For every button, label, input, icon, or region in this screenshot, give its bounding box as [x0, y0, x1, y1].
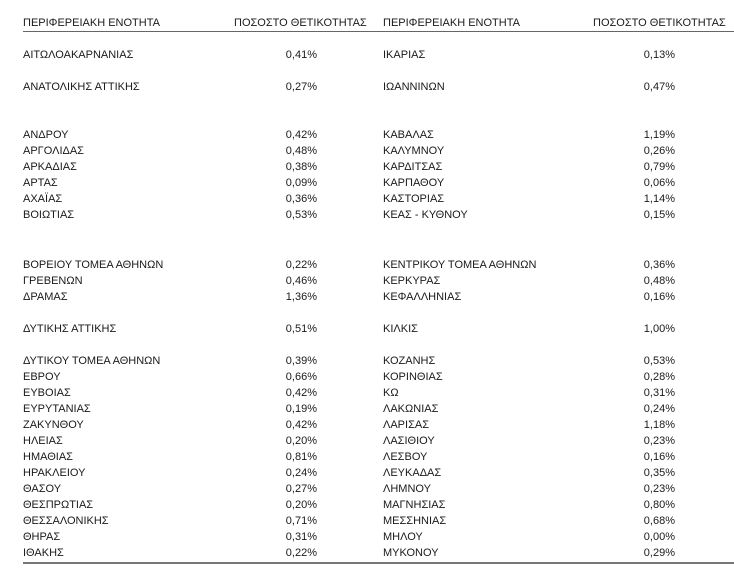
table-row	[23, 257, 353, 273]
table-row	[23, 449, 353, 465]
table-row	[383, 175, 713, 191]
positivity-rate: 0,00%	[643, 531, 675, 543]
table-row	[23, 433, 353, 449]
positivity-rate: 0,48%	[643, 275, 675, 287]
positivity-rate: 0,42%	[285, 129, 317, 141]
table-row	[383, 127, 713, 143]
table-row	[23, 513, 353, 529]
positivity-rate: 0,46%	[285, 275, 317, 287]
region-name: ΙΩΑΝΝΙΝΩΝ	[383, 81, 445, 93]
table-bottom-border	[23, 562, 734, 564]
region-name: ΑΡΤΑΣ	[23, 177, 58, 189]
region-name: ΛΑΚΩΝΙΑΣ	[383, 403, 439, 415]
table-row	[23, 289, 353, 305]
region-name: ΑΡΓΟΛΙΔΑΣ	[23, 145, 84, 157]
table-row	[383, 353, 713, 369]
table-row	[23, 353, 353, 369]
positivity-rate: 0,31%	[285, 531, 317, 543]
positivity-rate: 1,36%	[285, 291, 317, 303]
table-row	[23, 127, 353, 143]
table-row	[383, 159, 713, 175]
region-name: ΚΟΖΑΝΗΣ	[383, 355, 436, 367]
positivity-rate: 1,18%	[643, 419, 675, 431]
table-row	[383, 417, 713, 433]
positivity-rate: 0,22%	[285, 259, 317, 271]
region-name: ΚΑΡΔΙΤΣΑΣ	[383, 161, 443, 173]
positivity-rate: 0,48%	[285, 145, 317, 157]
table-row	[23, 529, 353, 545]
region-name: ΑΧΑΪΑΣ	[23, 193, 63, 205]
positivity-rate: 0,47%	[643, 81, 675, 93]
table-row	[383, 79, 713, 95]
positivity-rate: 0,20%	[285, 435, 317, 447]
table-row	[23, 159, 353, 175]
positivity-rate: 1,00%	[643, 323, 675, 335]
table-row	[383, 401, 713, 417]
region-name: ΜΕΣΣΗΝΙΑΣ	[383, 515, 447, 527]
region-name: ΔΡΑΜΑΣ	[23, 291, 68, 303]
region-name: ΛΕΥΚΑΔΑΣ	[383, 467, 442, 479]
positivity-rate: 0,36%	[285, 193, 317, 205]
positivity-rate: 0,39%	[285, 355, 317, 367]
positivity-rate: 0,28%	[643, 371, 675, 383]
header-divider	[23, 31, 734, 32]
positivity-rate: 0,42%	[285, 419, 317, 431]
positivity-rate: 0,16%	[643, 291, 675, 303]
positivity-rate: 0,16%	[643, 451, 675, 463]
region-name: ΚΑΒΑΛΑΣ	[383, 129, 434, 141]
region-name: ΔΥΤΙΚΟΥ ΤΟΜΕΑ ΑΘΗΝΩΝ	[23, 355, 161, 367]
positivity-rate: 0,23%	[643, 483, 675, 495]
positivity-rate: 0,24%	[643, 403, 675, 415]
table-row	[383, 289, 713, 305]
positivity-rate: 1,14%	[643, 193, 675, 205]
positivity-rate: 0,35%	[643, 467, 675, 479]
table-row	[383, 321, 713, 337]
table-row	[23, 385, 353, 401]
region-name: ΓΡΕΒΕΝΩΝ	[23, 275, 83, 287]
region-name: ΒΟΡΕΙΟΥ ΤΟΜΕΑ ΑΘΗΝΩΝ	[23, 259, 164, 271]
positivity-rate: 0,80%	[643, 499, 675, 511]
positivity-rate: 0,66%	[285, 371, 317, 383]
table-row	[383, 481, 713, 497]
table-row	[23, 497, 353, 513]
table-row	[383, 369, 713, 385]
table-row	[383, 497, 713, 513]
table-row	[383, 513, 713, 529]
region-name: ΑΝΔΡΟΥ	[23, 129, 69, 141]
positivity-rate: 0,23%	[643, 435, 675, 447]
positivity-rate: 0,24%	[285, 467, 317, 479]
table-row	[383, 465, 713, 481]
region-name: ΜΗΛΟΥ	[383, 531, 423, 543]
region-name: ΚΕΑΣ - ΚΥΘΝΟΥ	[383, 209, 468, 221]
table-row	[23, 545, 353, 561]
table-row	[383, 273, 713, 289]
region-name: ΒΟΙΩΤΙΑΣ	[23, 209, 75, 221]
region-name: ΚΕΡΚΥΡΑΣ	[383, 275, 441, 287]
region-name: ΛΑΡΙΣΑΣ	[383, 419, 430, 431]
positivity-rate: 0,68%	[643, 515, 675, 527]
region-name: ΛΗΜΝΟΥ	[383, 483, 431, 495]
positivity-rate: 0,38%	[285, 161, 317, 173]
region-name: ΚΑΣΤΟΡΙΑΣ	[383, 193, 445, 205]
positivity-rate: 0,06%	[643, 177, 675, 189]
region-name: ΕΒΡΟΥ	[23, 371, 61, 383]
region-name: ΚΕΝΤΡΙΚΟΥ ΤΟΜΕΑ ΑΘΗΝΩΝ	[383, 259, 537, 271]
positivity-rate: 0,31%	[643, 387, 675, 399]
region-name: ΚΟΡΙΝΘΙΑΣ	[383, 371, 443, 383]
region-name: ΙΚΑΡΙΑΣ	[383, 49, 426, 61]
table-row	[383, 545, 713, 561]
region-name: ΗΡΑΚΛΕΙΟΥ	[23, 467, 86, 479]
table-row	[383, 207, 713, 223]
region-name: ΕΥΒΟΙΑΣ	[23, 387, 71, 399]
table-row	[23, 191, 353, 207]
region-name: ΑΙΤΩΛΟΑΚΑΡΝΑΝΙΑΣ	[23, 49, 134, 61]
table-row	[383, 433, 713, 449]
positivity-rate: 0,09%	[285, 177, 317, 189]
table-row	[383, 143, 713, 159]
region-name: ΗΜΑΘΙΑΣ	[23, 451, 73, 463]
positivity-rate: 0,53%	[643, 355, 675, 367]
table-row	[23, 417, 353, 433]
region-name: ΑΝΑΤΟΛΙΚΗΣ ΑΤΤΙΚΗΣ	[23, 81, 140, 93]
positivity-rate: 0,42%	[285, 387, 317, 399]
table-row	[23, 321, 353, 337]
positivity-rate: 0,26%	[643, 145, 675, 157]
table-row	[383, 257, 713, 273]
region-name: ΚΩ	[383, 387, 399, 399]
region-name: ΚΕΦΑΛΛΗΝΙΑΣ	[383, 291, 462, 303]
header-value-right: ΠΟΣΟΣΤΟ ΘΕΤΙΚΟΤΗΤΑΣ	[593, 17, 726, 29]
positivity-rate: 0,27%	[285, 81, 317, 93]
region-name: ΗΛΕΙΑΣ	[23, 435, 63, 447]
positivity-rate: 0,51%	[285, 323, 317, 335]
positivity-rate: 0,79%	[643, 161, 675, 173]
table-row	[383, 449, 713, 465]
table-row	[23, 175, 353, 191]
positivity-rate: 0,13%	[643, 49, 675, 61]
positivity-rate: 0,41%	[285, 49, 317, 61]
table-row	[23, 143, 353, 159]
positivity-rate: 0,22%	[285, 547, 317, 559]
header-region-right: ΠΕΡΙΦΕΡΕΙΑΚΗ ΕΝΟΤΗΤΑ	[383, 17, 520, 29]
region-name: ΙΘΑΚΗΣ	[23, 547, 64, 559]
table-row	[23, 207, 353, 223]
table-row	[23, 369, 353, 385]
positivity-rate: 0,71%	[285, 515, 317, 527]
table-row	[23, 273, 353, 289]
table-row	[23, 465, 353, 481]
positivity-rate: 0,20%	[285, 499, 317, 511]
positivity-rate: 0,81%	[285, 451, 317, 463]
region-name: ΘΕΣΠΡΩΤΙΑΣ	[23, 499, 94, 511]
region-name: ΛΕΣΒΟΥ	[383, 451, 428, 463]
positivity-rate: 0,15%	[643, 209, 675, 221]
table-row	[23, 401, 353, 417]
positivity-rate: 0,29%	[643, 547, 675, 559]
positivity-rate: 0,27%	[285, 483, 317, 495]
region-name: ΕΥΡΥΤΑΝΙΑΣ	[23, 403, 91, 415]
region-name: ΚΑΡΠΑΘΟΥ	[383, 177, 445, 189]
header-region-left: ΠΕΡΙΦΕΡΕΙΑΚΗ ΕΝΟΤΗΤΑ	[23, 17, 160, 29]
region-name: ΚΑΛΥΜΝΟΥ	[383, 145, 445, 157]
region-name: ΜΥΚΟΝΟΥ	[383, 547, 439, 559]
region-name: ΘΗΡΑΣ	[23, 531, 61, 543]
region-name: ΜΑΓΝΗΣΙΑΣ	[383, 499, 446, 511]
region-name: ΖΑΚΥΝΘΟΥ	[23, 419, 84, 431]
region-name: ΘΕΣΣΑΛΟΝΙΚΗΣ	[23, 515, 109, 527]
table-row	[383, 191, 713, 207]
region-name: ΘΑΣΟΥ	[23, 483, 62, 495]
table-row	[383, 47, 713, 63]
region-name: ΛΑΣΙΘΙΟΥ	[383, 435, 435, 447]
positivity-rate: 0,36%	[643, 259, 675, 271]
table-row	[23, 79, 353, 95]
region-name: ΔΥΤΙΚΗΣ ΑΤΤΙΚΗΣ	[23, 323, 117, 335]
region-name: ΑΡΚΑΔΙΑΣ	[23, 161, 77, 173]
table-row	[383, 529, 713, 545]
region-name: ΚΙΛΚΙΣ	[383, 323, 418, 335]
table-row	[23, 481, 353, 497]
positivity-rate: 1,19%	[643, 129, 675, 141]
positivity-rate: 0,53%	[285, 209, 317, 221]
table-row	[383, 385, 713, 401]
header-value-left: ΠΟΣΟΣΤΟ ΘΕΤΙΚΟΤΗΤΑΣ	[234, 17, 367, 29]
positivity-rate: 0,19%	[285, 403, 317, 415]
table-row	[23, 47, 353, 63]
